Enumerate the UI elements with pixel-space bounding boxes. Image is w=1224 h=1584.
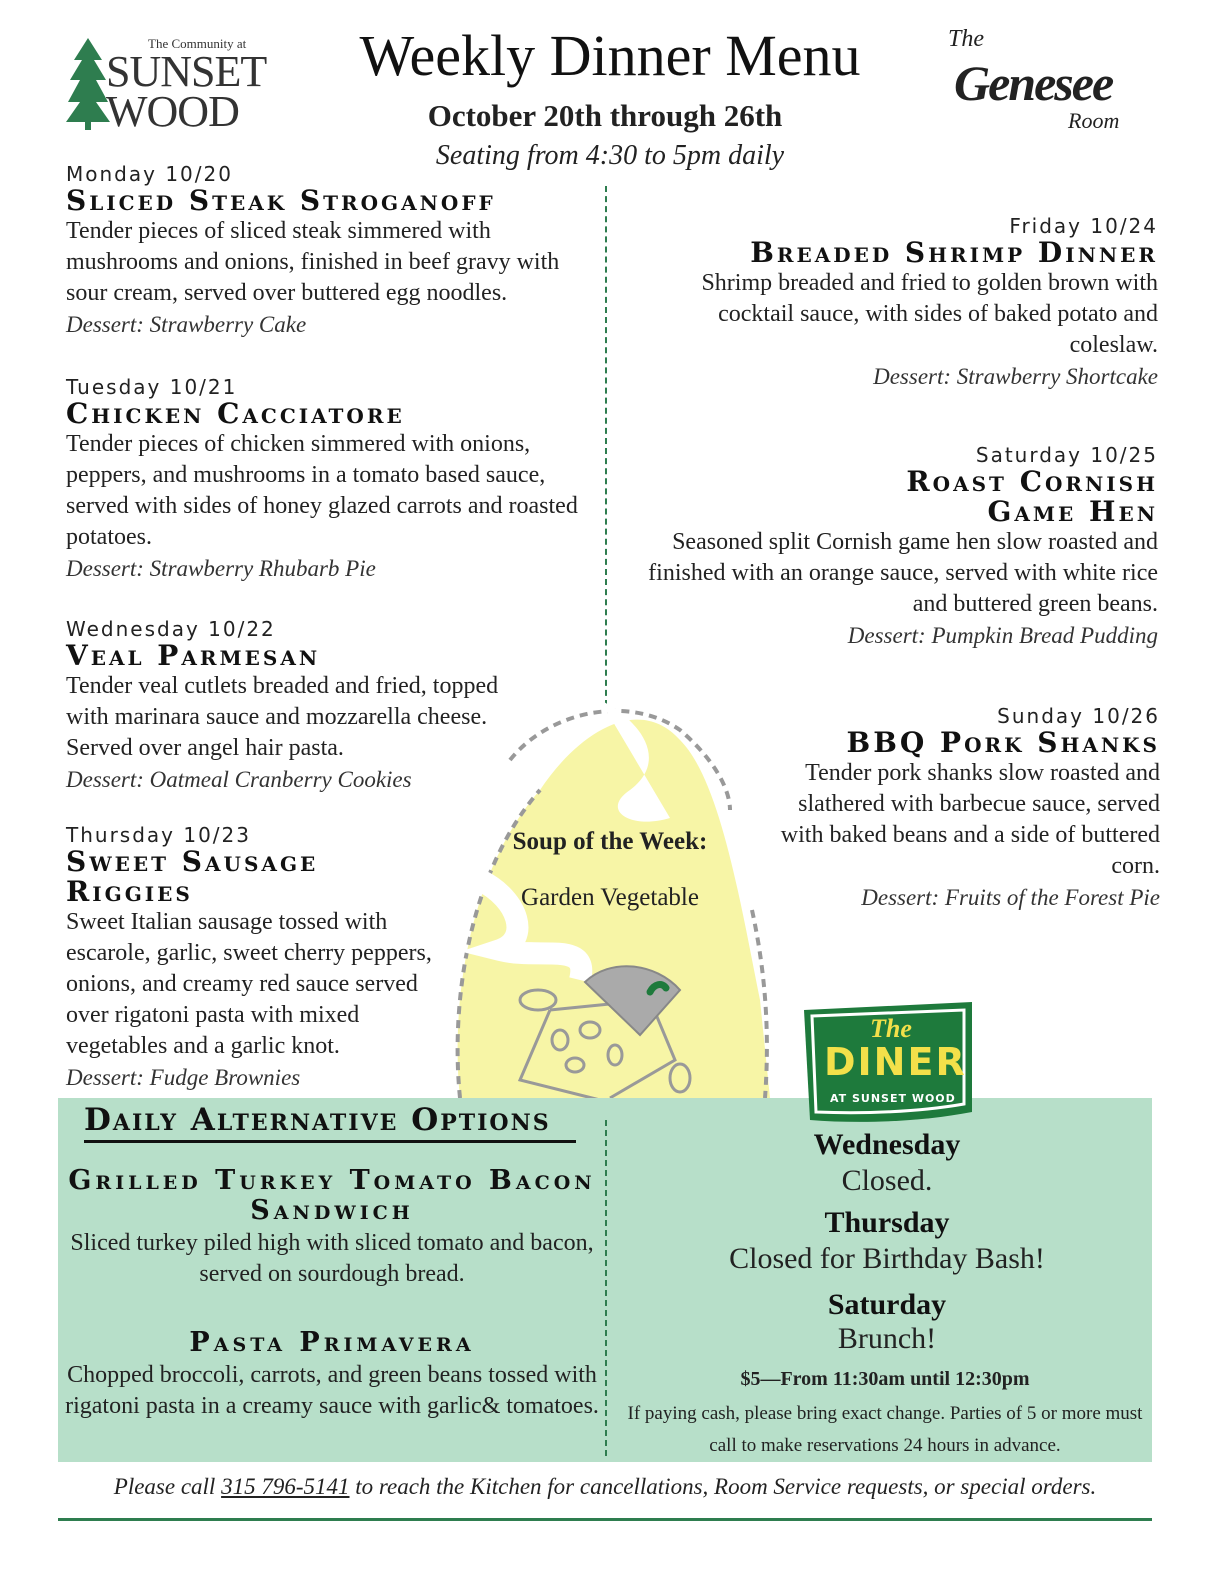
dish-name: Breaded Shrimp Dinner <box>750 236 1158 269</box>
day-label: Sunday 10/26 <box>997 704 1160 728</box>
genesee-room: Room <box>1068 108 1120 133</box>
panel-divider <box>605 1120 607 1456</box>
diner-note: Closed. <box>841 1164 933 1197</box>
footer-pre: Please call <box>113 1474 222 1499</box>
menu-tuesday <box>66 375 586 584</box>
day-label: Saturday 10/25 <box>975 443 1158 467</box>
dish-description: Tender pieces of chicken simmered with onions, peppers, and mushrooms in a tomato based sauce, served with sides of honey glazed carrots and roasted potatoes. <box>66 431 578 550</box>
alternatives-heading: Daily Alternative Options <box>84 1102 576 1143</box>
column-divider-top <box>605 186 607 706</box>
menu-saturday <box>640 443 1158 651</box>
soup-label: Soup of the Week: <box>512 828 708 855</box>
dish-name: Veal Parmesan <box>66 639 321 672</box>
dish-name: Chicken Cacciatore <box>66 397 405 430</box>
diner-the: The <box>870 1014 912 1043</box>
menu-friday <box>640 214 1158 392</box>
day-label: Friday 10/24 <box>1009 214 1158 238</box>
dish-name: Sliced Steak Stroganoff <box>66 184 496 217</box>
diner-price: $5—From 11:30am until 12:30pm <box>740 1368 1030 1390</box>
diner-day: Thursday <box>824 1206 950 1239</box>
menu-sunday <box>760 704 1160 913</box>
dish-name: Sweet Sausage Riggies <box>66 845 319 908</box>
logo-small-text: The Community at <box>148 36 247 51</box>
alt-dish-name: Pasta Primavera <box>189 1327 475 1358</box>
logo-line-1: SUNSET <box>106 47 267 96</box>
dessert: Dessert: Strawberry Cake <box>66 312 307 337</box>
pine-tree-icon <box>66 36 110 132</box>
menu-thursday <box>66 823 436 1093</box>
diner-logo <box>800 1000 976 1124</box>
menu-wednesday <box>66 617 516 795</box>
dish-description: Tender pork shanks slow roasted and slathered with barbecue sauce, served with baked beans and a side of buttered corn. <box>780 760 1160 879</box>
menu-monday <box>66 162 586 340</box>
diner-note: Brunch! <box>837 1322 937 1355</box>
date-range: October 20th through 26th <box>427 98 783 133</box>
page-title: Weekly Dinner Menu <box>359 23 861 88</box>
dessert: Dessert: Fudge Brownies <box>66 1065 301 1090</box>
diner-day: Wednesday <box>813 1128 961 1161</box>
footer-note <box>58 1474 1152 1500</box>
dish-description: Shrimp breaded and fried to golden brown with cocktail sauce, with sides of baked potato and coleslaw. <box>701 270 1158 358</box>
sunset-wood-logo <box>66 36 266 136</box>
dessert: Dessert: Oatmeal Cranberry Cookies <box>66 767 412 792</box>
dish-name: Roast Cornish Game Hen <box>906 465 1158 528</box>
alt-dish-description: Sliced turkey piled high with sliced tomato and bacon, served on sourdough bread. <box>70 1230 594 1287</box>
day-label: Thursday 10/23 <box>66 823 251 847</box>
diner-note: Closed for Birthday Bash! <box>729 1242 1045 1275</box>
dish-description: Sweet Italian sausage tossed with escarole, garlic, sweet cherry peppers, onions, and creamy red sauce served over rigatoni pasta with mixed vegetables and a garlic knot. <box>66 909 432 1059</box>
diner-name: DINER <box>824 1040 967 1084</box>
day-label: Wednesday 10/22 <box>66 617 276 641</box>
day-label: Monday 10/20 <box>66 162 233 186</box>
soup-name: Garden Vegetable <box>521 884 699 911</box>
footer-post: to reach the Kitchen for cancellations, Room Service requests, or special orders. <box>349 1474 1097 1499</box>
genesee-name: Genesee <box>954 55 1113 111</box>
dish-description: Seasoned split Cornish game hen slow roasted and finished with an orange sauce, served with white rice and buttered green beans. <box>648 529 1158 617</box>
dessert: Dessert: Strawberry Shortcake <box>873 364 1158 389</box>
dessert: Dessert: Fruits of the Forest Pie <box>861 885 1160 910</box>
diner-day: Saturday <box>827 1288 947 1321</box>
diner-sub: AT SUNSET WOOD <box>830 1092 956 1105</box>
logo-line-2: WOOD <box>106 87 239 136</box>
seating-info: Seating from 4:30 to 5pm daily <box>435 140 785 171</box>
dish-description: Tender pieces of sliced steak simmered with mushrooms and onions, finished in beef gravy with sour cream, served over buttered egg noodles. <box>66 218 560 306</box>
diner-cash-note: If paying cash, please bring exact change. Parties of 5 or more must call to make reservations 24 hours in advance. <box>627 1403 1143 1456</box>
dish-name: BBQ Pork Shanks <box>846 726 1160 759</box>
kitchen-phone-link[interactable]: 315 796-5141 <box>221 1474 350 1499</box>
dessert: Dessert: Pumpkin Bread Pudding <box>847 623 1158 648</box>
dish-description: Tender veal cutlets breaded and fried, topped with marinara sauce and mozzarella cheese. Served over angel hair pasta. <box>66 673 499 761</box>
genesee-the: The <box>948 26 984 52</box>
alt-dish-description: Chopped broccoli, carrots, and green beans tossed with rigatoni pasta in a creamy sauce with garlic& tomatoes. <box>65 1362 599 1419</box>
genesee-room-logo <box>940 26 1140 136</box>
dessert: Dessert: Strawberry Rhubarb Pie <box>66 556 376 581</box>
footer-rule <box>58 1518 1152 1521</box>
day-label: Tuesday 10/21 <box>66 375 238 399</box>
alt-dish-name: Grilled Turkey Tomato Bacon Sandwich <box>68 1165 596 1226</box>
